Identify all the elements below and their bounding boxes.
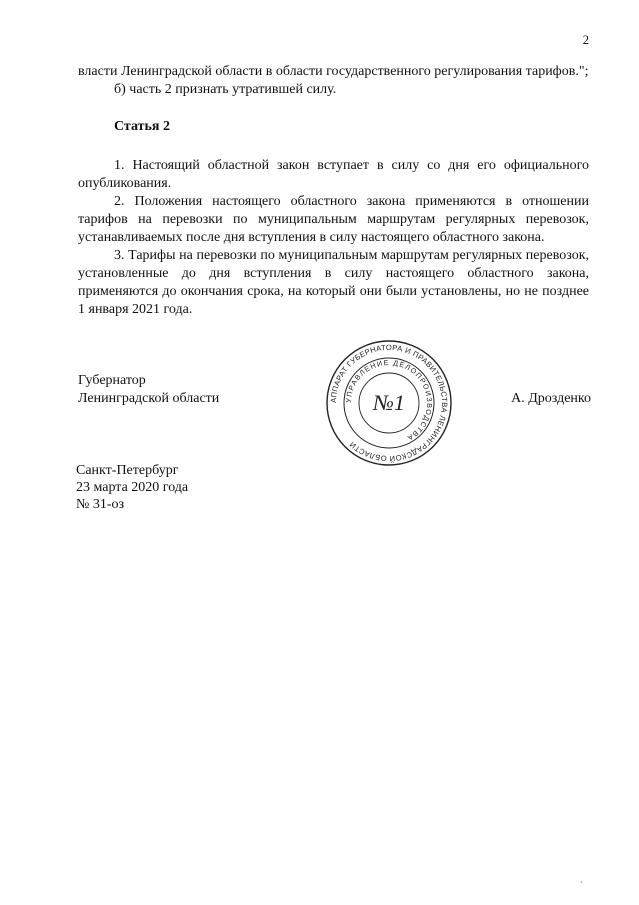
issuance-city: Санкт-Петербург (76, 463, 179, 478)
article-heading: Статья 2 (114, 119, 170, 134)
article-item-3: 3. Тарифы на перевозки по муниципальным маршрутам регулярных перевозок, установленные до дня вступления в силу настоящего областного закона, применяются до окончания срока, на который они были установлены, но не позднее 1 января 2021 года. (78, 248, 589, 317)
signature-name: А. Дрозденко (511, 391, 591, 406)
article-item-2: 2. Положения настоящего областного закона применяются в отношении тарифов на перевозки по муниципальным маршрутам регулярных перевозок, устанавливаемых после дня вступления в силу настоящего областного закона. (78, 194, 589, 245)
issuance-details (76, 462, 188, 513)
footer-mark: ` (580, 880, 583, 890)
official-seal-stamp (324, 338, 454, 468)
seal-inner-text: УПРАВЛЕНИЕ ДЕЛОПРОИЗВОДСТВА (343, 357, 435, 444)
article-item-1: 1. Настоящий областной закон вступает в силу со дня его официального опубликования. (78, 158, 589, 191)
seal-outer-text: АППАРАТ ГУБЕРНАТОРА И ПРАВИТЕЛЬСТВА ЛЕНИНГРАДСКОЙ ОБЛАСТИ (328, 342, 450, 464)
issuance-date: 23 марта 2020 года (76, 480, 189, 495)
paragraph-continuation: власти Ленинградской области в области государственного регулирования тарифов."; (78, 64, 589, 79)
signature-title-line1: Губернатор (78, 373, 146, 388)
document-body (78, 63, 589, 319)
seal-number: №1 (373, 390, 405, 415)
paragraph-subpoint-b: б) часть 2 признать утратившей силу. (114, 82, 337, 97)
issuance-number: № 31-оз (76, 497, 125, 512)
signature-title (78, 372, 219, 408)
signature-title-line2: Ленинградской области (78, 391, 220, 406)
page-number: 2 (582, 33, 589, 47)
